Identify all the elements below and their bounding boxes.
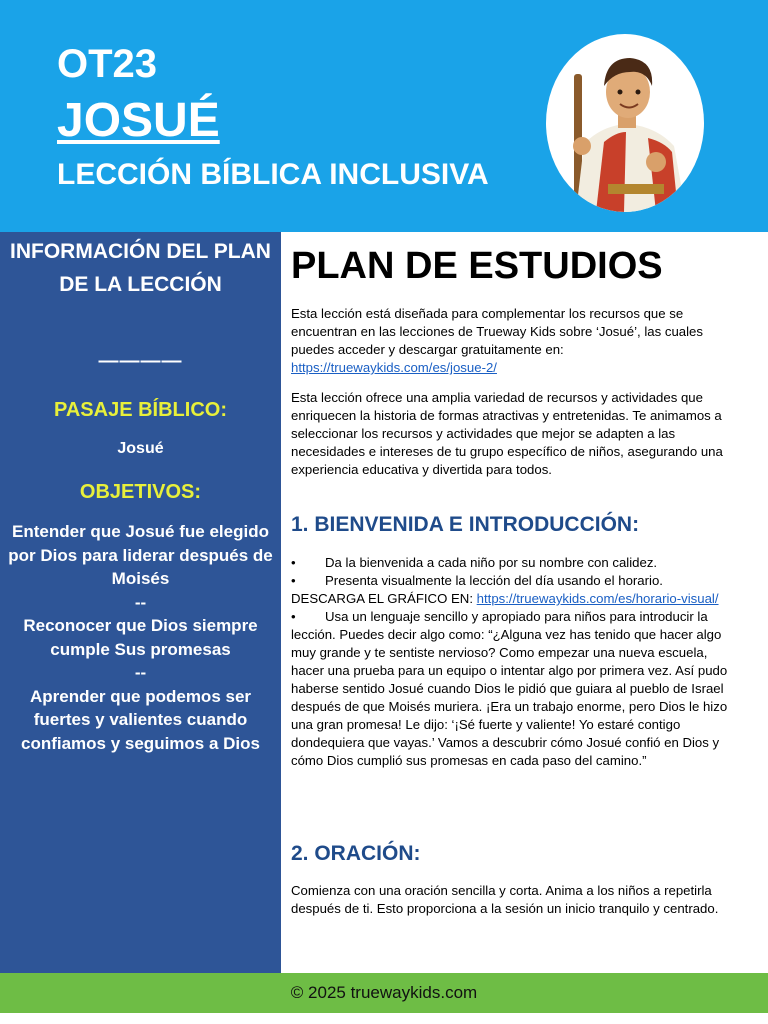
- lesson-title: JOSUÉ: [57, 94, 220, 147]
- section-welcome-heading: 1. BIENVENIDA E INTRODUCCIÓN:: [291, 513, 640, 536]
- copyright-text: © 2025 truewaykids.com: [290, 983, 478, 1002]
- objective-item: Entender que Josué fue elegido por Dios para liderar después de Moisés: [8, 522, 273, 588]
- bullet-icon: •: [291, 555, 296, 570]
- prayer-paragraph: Comienza con una oración sencilla y corta. Anima a los niños a repetirla después de ti. Esto proporciona a la sesión un inicio tranquilo y centrado.: [291, 883, 719, 916]
- bullet-text: Presenta visualmente la lección del día usando el horario.: [325, 573, 663, 588]
- divider-dashes: ————: [98, 350, 183, 372]
- resources-paragraph: Esta lección ofrece una amplia variedad de recursos y actividades que enriquecen la historia de formas atractivas y entretenidas. Te animamos a seleccionar los recursos y actividades que mejor se adapten a las necesidades e intereses de tu grupo específico de niños, asegurando una experiencia educativa y divertida para todos.: [291, 390, 723, 477]
- joshua-illustration: [546, 34, 704, 212]
- list-item: [291, 608, 731, 770]
- joshua-figure-icon: [546, 34, 704, 212]
- list-item: [291, 572, 731, 590]
- footer-bar: [0, 973, 768, 1013]
- info-heading: INFORMACIÓN DEL PLAN DE LA LECCIÓN: [10, 240, 271, 296]
- objective-item: Aprender que podemos ser fuertes y valientes cuando confiamos y seguimos a Dios: [20, 686, 260, 753]
- header-banner: [0, 0, 768, 232]
- download-line: [291, 590, 731, 608]
- passage-heading: PASAJE BÍBLICO:: [54, 399, 227, 421]
- lesson-info-sidebar: [0, 232, 281, 973]
- list-item: [291, 554, 731, 572]
- bullet-text: Da la bienvenida a cada niño por su nombre con calidez.: [325, 555, 658, 570]
- intro-text: Esta lección está diseñada para complementar los recursos que se encuentran en las lecciones de Trueway Kids sobre ‘Josué’, las cuales puedes acceder y descargar gratuitamente en:: [291, 306, 703, 357]
- download-label: DESCARGA EL GRÁFICO EN:: [291, 591, 477, 606]
- objective-separator: --: [134, 592, 147, 612]
- section-prayer-heading: 2. ORACIÓN:: [291, 842, 421, 865]
- bullet-icon: •: [291, 573, 296, 588]
- passage-value: Josué: [117, 440, 164, 457]
- bullet-icon: •: [291, 609, 296, 624]
- schedule-link[interactable]: https://truewaykids.com/es/horario-visual/: [476, 591, 719, 606]
- lesson-code: OT23: [57, 42, 158, 86]
- plan-title: PLAN DE ESTUDIOS: [291, 245, 663, 287]
- lesson-link[interactable]: https://truewaykids.com/es/josue-2/: [291, 360, 497, 375]
- objective-item: Reconocer que Dios siempre cumple Sus promesas: [23, 616, 258, 659]
- lesson-subtitle: LECCIÓN BÍBLICA INCLUSIVA: [57, 158, 489, 191]
- intro-paragraph: [291, 305, 731, 377]
- objective-separator: --: [134, 663, 147, 682]
- objectives-list: [0, 520, 281, 755]
- welcome-content: [291, 554, 731, 770]
- objectives-heading: OBJETIVOS:: [79, 481, 202, 503]
- bullet-text: Usa un lenguaje sencillo y apropiado para niños para introducir la lección. Puedes decir algo como: “¿Alguna vez has tenido que hacer algo muy grande y te sentiste nervioso? Como empezar una nueva escuela, hacer una prueba para un equipo o intentar algo por primera vez. Así pudo haberse sentido Josué cuando Dios le pidió que guiara al pueblo de Israel después de que Moisés muriera. ¡Era un trabajo enorme, pero Dios le hizo una gran promesa! Le dijo: ‘¡Sé fuerte y valiente! Yo estaré contigo dondequiera que vayas.’ Vamos a descubrir cómo Josué confió en Dios y cómo Dios cumplió sus promesas en cada paso del camino.”: [291, 609, 728, 768]
